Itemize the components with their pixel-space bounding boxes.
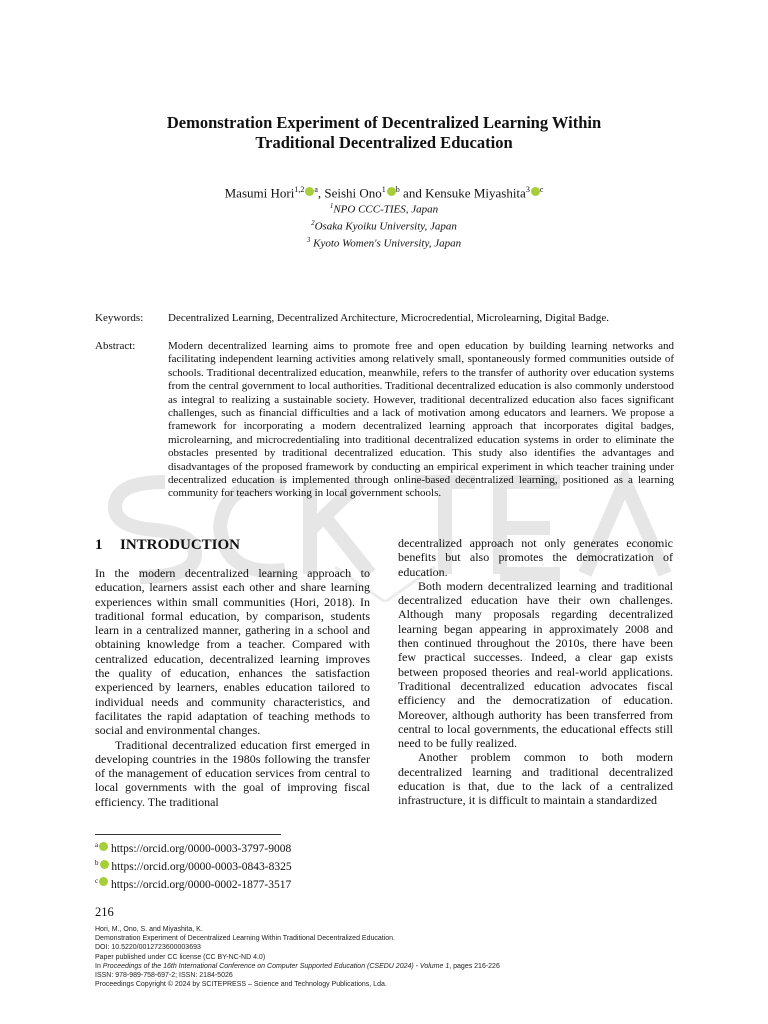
author-separator: and	[399, 185, 426, 201]
affiliation-list	[60, 200, 708, 251]
paragraph: decentralized approach not only generates economic benefits but also promotes the democratization of education.	[398, 536, 673, 579]
footnote	[95, 856, 292, 874]
footnote	[95, 838, 292, 856]
paragraph: Another problem common to both modern decentralized learning and traditional decentralized education is that, due to the lack of a centralized infrastructure, it is difficult to maintain a standardized	[398, 750, 673, 808]
orcid-icon	[99, 842, 108, 851]
orcid-footnote-marker: b	[395, 185, 400, 194]
author-separator: ,	[317, 185, 325, 201]
author-affiliation-sup: 1,2	[294, 185, 305, 194]
author-list	[60, 182, 708, 201]
footnote-divider	[95, 834, 281, 835]
paragraph: In the modern decentralized learning approach to education, learners assist each other and share learning experiences within small communities (Hori, 2018). In traditional formal education, by comparison, students learn in a centralized manner, gathering in a school and obtaining knowledge from a teacher. Compared with centralized education, decentralized learning improves the quality of education, enhances the satisfaction experienced by learners, enables education tailored to individual needs and community characteristics, and facilitates the rapid adaptation of teaching methods to social and environmental changes.	[95, 566, 370, 738]
author-name: Masumi Hori	[224, 185, 295, 201]
section-heading	[95, 535, 370, 555]
author-name: Kensuke Miyashita	[425, 185, 526, 201]
author-name: Seishi Ono	[324, 185, 382, 201]
abstract-label: Abstract:	[95, 340, 136, 352]
affiliation	[60, 234, 708, 251]
orcid-footnote-marker: c	[539, 185, 544, 194]
citation-prefix: In	[95, 962, 103, 970]
orcid-icon[interactable]	[387, 187, 396, 196]
page-number: 216	[95, 905, 114, 919]
orcid-link[interactable]: https://orcid.org/0000-0002-1877-3517	[110, 878, 292, 891]
citation-line: ISSN: 978-989-758-697-2; ISSN: 2184-5026	[95, 972, 233, 980]
affiliation	[60, 217, 708, 234]
right-column	[398, 536, 673, 808]
citation-proceedings: Proceedings of the 16th International Conference on Computer Supported Education (CSEDU 2024) - Volume 1	[102, 962, 450, 970]
citation-line: Demonstration Experiment of Decentralized Learning Within Traditional Decentralized Education.	[95, 935, 395, 943]
abstract-text: Modern decentralized learning aims to promote free and open education by building learning networks and facilitating independent learning activities among relatively small, spontaneously formed communities outside of schools. Traditional decentralized education, meanwhile, refers to the transfer of authority over education systems from the central government to local authorities. Traditional decentralized education is also commonly understood as integral to realizing a sustainable society. However, traditional decentralized education also faces significant challenges, such as financial difficulties and a lack of motivation among educators and learners. We propose a framework for incorporating a modern decentralized learning approach that incorporates digital badges, microlearning, and microcredentialing into traditional decentralized education systems in order to eliminate the obstacles presented by traditional decentralized education. This study also identifies the advantages and disadvantages of the proposed framework by conducting an empirical experiment in which teacher training under decentralized education is implemented through online-based decentralized learning, positioned as a learning community for teachers working in local government schools.	[168, 340, 674, 500]
paragraph: Both modern decentralized learning and traditional decentralized education have their own challenges. Although many proposals regarding decentralized learning began appearing in approximately 2008 and then continued throughout the 2010s, there have been few practical successes. Indeed, a clear gap exists between proposed theories and real-world applications. Traditional decentralized education advocates fiscal efficiency and the democratization of education. Moreover, although authority has been transferred from central to local governments, the educational effects still need to be fully realized.	[398, 578, 673, 751]
affiliation-text: Kyoto Women's University, Japan	[310, 237, 462, 250]
orcid-icon[interactable]	[305, 187, 314, 196]
author-affiliation-sup: 1	[381, 185, 386, 194]
affiliation-sup: 3	[306, 236, 311, 245]
footnote-marker: c	[95, 876, 99, 885]
paper-title	[60, 113, 708, 153]
citation-line: DOI: 10.5220/0012723600003693	[95, 944, 201, 952]
paragraph: Traditional decentralized education first emerged in developing countries in the 1980s following the transfer of the management of education services from central to local governments with the goal of improving fiscal efficiency. The traditional	[95, 737, 370, 809]
orcid-link[interactable]: https://orcid.org/0000-0003-3797-9008	[110, 842, 292, 855]
citation-block	[95, 925, 695, 989]
orcid-icon	[100, 860, 109, 869]
footnote-marker: a	[95, 841, 99, 849]
orcid-icon	[99, 877, 108, 886]
orcid-icon[interactable]	[531, 187, 540, 196]
paper-title-line-1: Demonstration Experiment of Decentralized Learning Within	[166, 113, 602, 132]
paper-title-line-2: Traditional Decentralized Education	[255, 133, 513, 152]
affiliation-sup: 2	[311, 219, 315, 228]
citation-proceedings-line	[95, 962, 695, 971]
section-number: 1	[95, 537, 103, 553]
keywords-label: Keywords:	[95, 312, 144, 324]
author-affiliation-sup: 3	[525, 185, 530, 194]
left-column	[95, 535, 370, 809]
footnote-marker: b	[95, 858, 99, 867]
citation-line: Proceedings Copyright © 2024 by SCITEPRESS – Science and Technology Publications, Lda.	[95, 981, 387, 989]
orcid-footnote-marker: a	[314, 185, 318, 194]
affiliation-sup: 1	[329, 202, 334, 210]
affiliation-text: Osaka Kyoiku University, Japan	[314, 220, 457, 233]
affiliation	[60, 200, 708, 217]
section-title: INTRODUCTION	[120, 537, 241, 553]
citation-line: Hori, M., Ono, S. and Miyashita, K.	[95, 926, 203, 933]
citation-line: Paper published under CC license (CC BY-NC-ND 4.0)	[95, 953, 266, 961]
keywords-text: Decentralized Learning, Decentralized Architecture, Microcredential, Microlearning, Digital Badge.	[168, 312, 610, 324]
orcid-link[interactable]: https://orcid.org/0000-0003-0843-8325	[111, 860, 292, 873]
footnotes	[95, 838, 292, 891]
footnote	[95, 874, 292, 892]
affiliation-text: NPO CCC-TIES, Japan	[333, 203, 439, 216]
citation-pages: , pages 216-226	[449, 962, 500, 970]
